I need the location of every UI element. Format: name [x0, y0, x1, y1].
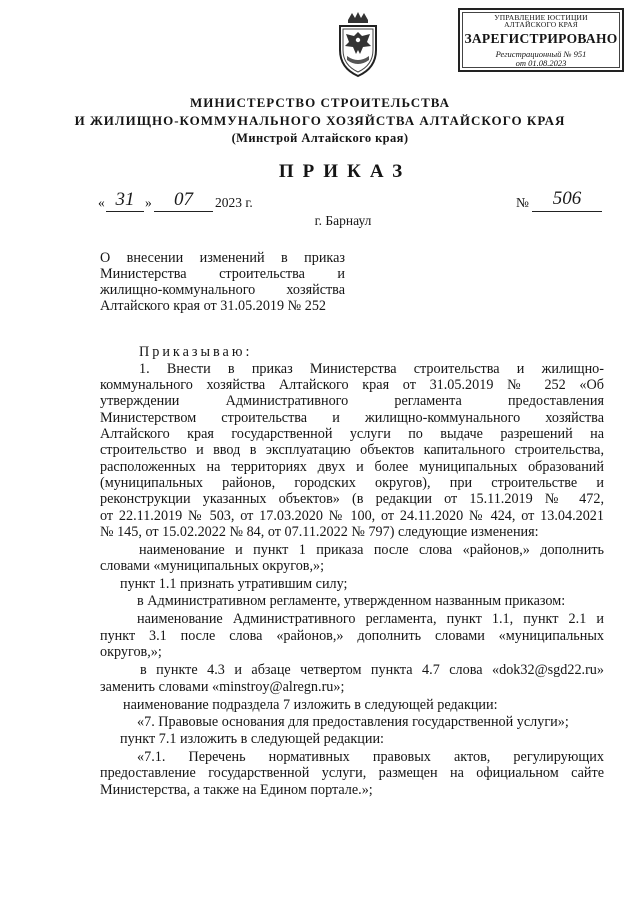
stamp-title: ЗАРЕГИСТРИРОВАНО: [464, 31, 618, 46]
document-type: ПРИКАЗ: [278, 161, 412, 182]
body-line: предоставление государственной услуги, размещен на официальном сайте: [100, 765, 604, 781]
body-line: реконструкции указанных объектов» (в редакции от 15.11.2019 № 472,: [100, 491, 604, 507]
body-line: пункт 1.1 признать утратившим силу;: [120, 576, 348, 592]
city: г. Барнаул: [314, 213, 372, 228]
body-line: заменить словами «minstroy@alregn.ru»;: [100, 679, 345, 695]
body-line: Министерства, а также на Едином портале.»;: [100, 782, 373, 798]
body-line: Министерством строительства и жилищно-коммунального хозяйства: [100, 410, 604, 426]
body-line: в Административном регламенте, утвержденном названным приказом:: [137, 593, 566, 609]
date-open-quote: «: [98, 195, 105, 210]
title-line: Министерства строительства и: [100, 266, 345, 282]
registration-stamp: [458, 8, 624, 72]
body-line: строительство и ввод в эксплуатацию объектов капитального строительства,: [100, 442, 604, 458]
body-line: коммунального хозяйства Алтайского края от 31.05.2019 № 252 «Об: [100, 377, 604, 393]
body-line: округов,»;: [100, 644, 162, 660]
stamp-reg-number: Регистрационный № 951: [495, 49, 587, 59]
body-line: наименование и пункт 1 приказа после слова «районов,» дополнить: [139, 542, 604, 558]
date-close-quote: »: [145, 195, 152, 210]
body-line: пункт 7.1 изложить в следующей редакции:: [120, 731, 384, 747]
title-line: Алтайского края от 31.05.2019 № 252: [100, 298, 327, 314]
body-line: «7.1. Перечень нормативных правовых актов, регулирующих: [137, 749, 604, 765]
body-line: словами «муниципальных округов,»;: [100, 558, 325, 574]
title-line: О внесении изменений в приказ: [100, 250, 345, 266]
body-line: пункт 3.1 после слова «районов,» дополнить словами «муниципальных: [100, 628, 604, 644]
order-number: 506: [532, 190, 602, 212]
body-line: «7. Правовые основания для предоставления государственной услуги»;: [137, 714, 569, 730]
ministry-name-line2: И ЖИЛИЩНО-КОММУНАЛЬНОГО ХОЗЯЙСТВА АЛТАЙСКОГО КРАЯ: [74, 113, 566, 128]
body-line: наименование подраздела 7 изложить в следующей редакции:: [123, 697, 498, 713]
date-month: 07: [154, 191, 213, 212]
ministry-name-line1: МИНИСТЕРСТВО СТРОИТЕЛЬСТВА: [189, 95, 451, 110]
date-day: 31: [106, 191, 144, 212]
stamp-reg-date: от 01.08.2023: [515, 58, 567, 68]
date-year: 2023 г.: [215, 195, 253, 210]
body-line: 1. Внести в приказ Министерства строительства и жилищно-: [139, 361, 604, 377]
body-line: от 22.11.2019 № 503, от 17.03.2020 № 100, от 24.11.2020 № 424, от 13.04.2021: [100, 508, 604, 524]
coat-of-arms-icon: [334, 10, 382, 80]
stamp-org-line2: АЛТАЙСКОГО КРАЯ: [504, 20, 578, 29]
body-line: в пункте 4.3 и абзаце четвертом пункта 4.7 слова «dok32@sgd22.ru»: [140, 662, 604, 678]
body-line: расположенных на территориях двух и более муниципальных образований: [100, 459, 604, 475]
body-line: (муниципальных районов, городских округов), при строительстве и: [100, 475, 604, 491]
stamp-org-line1: УПРАВЛЕНИЕ ЮСТИЦИИ: [494, 13, 588, 22]
body-line: наименование Административного регламента, пункт 1.1, пункт 2.1 и: [137, 611, 604, 627]
body-line: утверждении Административного регламента предоставления: [100, 393, 604, 409]
body-line: Алтайского края государственной услуги по выдаче разрешений на: [100, 426, 604, 442]
body-line: № 145, от 15.02.2022 № 84, от 07.11.2022 № 797) следующие изменения:: [100, 524, 539, 540]
order-number-label: №: [516, 195, 529, 210]
ministry-short-name: (Минстрой Алтайского края): [231, 131, 409, 145]
body-line: Приказываю:: [139, 344, 253, 360]
title-line: жилищно-коммунального хозяйства: [100, 282, 345, 298]
